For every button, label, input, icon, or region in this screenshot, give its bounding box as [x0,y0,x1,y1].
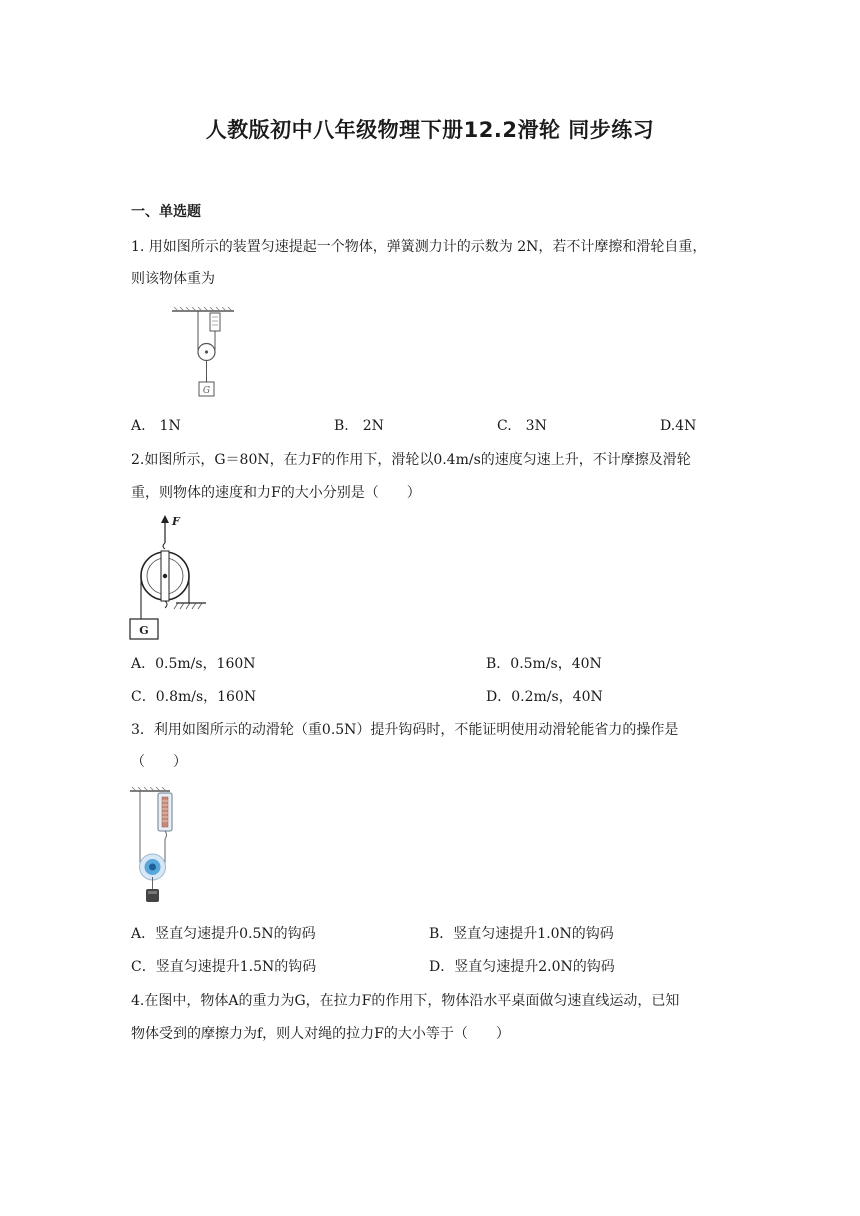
q1-option-c: C. 3N [497,418,547,434]
q1-option-a: A. 1N [131,418,181,434]
q2-figure [128,513,208,641]
page-title: 人教版初中八年级物理下册12.2滑轮 同步练习 [205,118,655,142]
q3-option-a: A．竖直匀速提升0.5N的钩码 [131,926,316,942]
q3-option-c: C．竖直匀速提升1.5N的钩码 [131,959,317,975]
q1-stem-line1: 1. 用如图所示的装置匀速提起一个物体，弹簧测力计的示数为 2N，若不计摩擦和滑轮自重， [131,239,707,255]
q1-option-d: D.4N [660,418,697,434]
q4-stem-line2: 物体受到的摩擦力为f，则人对绳的拉力F的大小等于（ ） [131,1026,510,1042]
q2-stem-line2: 重，则物体的速度和力F的大小分别是（ ） [131,485,421,501]
q3-option-b: B．竖直匀速提升1.0N的钩码 [429,926,614,942]
section-heading: 一、单选题 [131,204,201,220]
q3-option-d: D．竖直匀速提升2.0N的钩码 [429,959,615,975]
q2-option-b: B．0.5m/s，40N [486,656,602,672]
q2-option-d: D．0.2m/s，40N [486,689,603,705]
q1-stem-line2: 则该物体重为 [131,271,215,287]
q1-option-b: B. 2N [334,418,384,434]
q2-option-c: C．0.8m/s，160N [131,689,257,705]
q3-stem-line1: 3．利用如图所示的动滑轮（重0.5N）提升钩码时，不能证明使用动滑轮能省力的操作是 [131,722,679,738]
q1-figure-label: G [202,386,211,396]
q2-option-a: A．0.5m/s，160N [131,656,256,672]
q2-stem-line1: 2.如图所示，G＝80N，在力F的作用下，滑轮以0.4m/s的速度匀速上升，不计摩擦及滑轮 [131,452,691,468]
q2-figure-label: G [139,624,149,637]
q3-stem-line2: （ ） [131,754,187,770]
q4-stem-line1: 4.在图中，物体A的重力为G，在拉力F的作用下，物体沿水平桌面做匀速直线运动，已知 [131,993,680,1009]
q3-figure [128,787,188,909]
q1-figure [168,305,240,399]
q2-force-label: F [172,515,180,528]
